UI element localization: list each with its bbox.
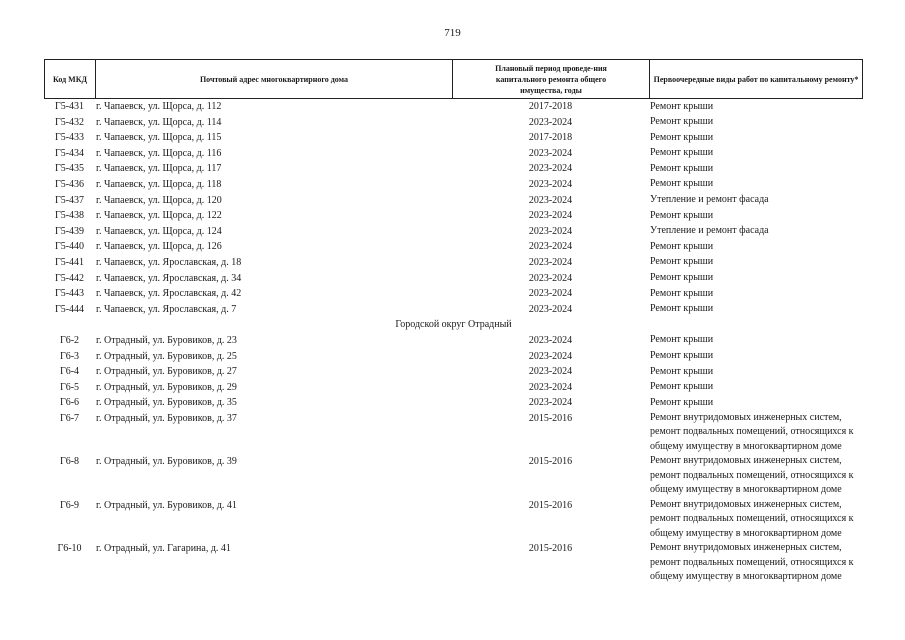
table-row xyxy=(44,224,863,240)
cell-works xyxy=(649,161,863,177)
cell-address: г. Чапаевск, ул. Щорса, д. 117 xyxy=(96,163,222,175)
works-line: Ремонт внутридомовых инженерных систем, xyxy=(650,498,842,510)
cell-address: г. Чапаевск, ул. Щорса, д. 114 xyxy=(96,116,222,128)
cell-period: 2023-2024 xyxy=(528,225,573,237)
works-line: общему имуществу в многоквартирном доме xyxy=(650,440,842,452)
cell-code: Г5-433 xyxy=(54,132,85,144)
works-line: Ремонт крыши xyxy=(650,162,714,174)
cell-code: Г5-440 xyxy=(54,241,85,253)
cell-works xyxy=(649,364,863,380)
works-line: Ремонт крыши xyxy=(650,350,714,361)
works-line: общему имуществу в многоквартирном доме xyxy=(650,527,842,539)
cell-code: Г6-2 xyxy=(59,334,80,346)
table-row xyxy=(44,130,863,146)
cell-code: Г5-436 xyxy=(54,178,85,190)
cell-address: г. Отрадный, ул. Буровиков, д. 41 xyxy=(96,499,237,511)
table-row xyxy=(44,99,863,115)
cell-period: 2023-2024 xyxy=(528,178,573,190)
page-number: 719 xyxy=(444,27,461,39)
cell-code: Г5-434 xyxy=(54,147,85,159)
cell-works xyxy=(649,146,863,162)
header-period-label: Плановый период проведе-ния капитального ремонта общего имущества, годы xyxy=(495,63,607,95)
table-row xyxy=(44,395,863,411)
cell-address: г. Отрадный, ул. Гагарина, д. 41 xyxy=(96,543,231,555)
table-row xyxy=(44,411,863,455)
cell-period: 2017-2018 xyxy=(528,132,573,144)
works-line: Ремонт крыши xyxy=(650,365,714,377)
table-row xyxy=(44,146,863,162)
cell-works xyxy=(649,99,863,115)
cell-period: 2023-2024 xyxy=(528,303,573,315)
cell-period: 2023-2024 xyxy=(528,241,573,253)
cell-works xyxy=(649,454,863,498)
cell-code: Г5-443 xyxy=(54,288,85,300)
works-line: Ремонт крыши xyxy=(650,100,714,112)
cell-code: Г6-5 xyxy=(59,381,80,393)
cell-works xyxy=(649,193,863,209)
works-line: Ремонт крыши xyxy=(650,147,714,159)
cell-address: г. Чапаевск, ул. Ярославская, д. 7 xyxy=(96,303,237,315)
cell-code: Г5-437 xyxy=(54,194,85,206)
works-line: Ремонт крыши xyxy=(650,303,714,315)
cell-address: г. Чапаевск, ул. Ярославская, д. 34 xyxy=(96,272,242,284)
works-line: Утепление и ремонт фасада xyxy=(650,225,769,237)
cell-period: 2023-2024 xyxy=(528,381,573,393)
cell-address: г. Отрадный, ул. Буровиков, д. 37 xyxy=(96,412,237,424)
header-code-label: Код МКД xyxy=(52,74,88,84)
works-line: Ремонт крыши xyxy=(650,396,714,408)
works-line: общему имуществу в многоквартирном доме xyxy=(650,571,842,583)
cell-period: 2023-2024 xyxy=(528,194,573,206)
works-line: общему имуществу в многоквартирном доме xyxy=(650,484,842,496)
cell-code: Г5-438 xyxy=(54,210,85,222)
cell-code: Г6-4 xyxy=(59,366,80,378)
cell-address: г. Чапаевск, ул. Щорса, д. 112 xyxy=(96,101,222,112)
works-line: Ремонт крыши xyxy=(650,256,714,268)
cell-works xyxy=(649,130,863,146)
cell-period: 2023-2024 xyxy=(528,350,573,362)
table-row xyxy=(44,454,863,498)
works-line: ремонт подвальных помещений, относящихся к xyxy=(650,513,854,525)
cell-address: г. Чапаевск, ул. Щорса, д. 116 xyxy=(96,147,222,159)
works-line: ремонт подвальных помещений, относящихся к xyxy=(650,556,854,568)
cell-works xyxy=(649,224,863,240)
works-line: ремонт подвальных помещений, относящихся к xyxy=(650,426,854,438)
table-row xyxy=(44,255,863,271)
cell-address: г. Чапаевск, ул. Щорса, д. 122 xyxy=(96,210,222,222)
table-row xyxy=(44,380,863,396)
works-line: Ремонт крыши xyxy=(650,116,714,128)
cell-works xyxy=(649,498,863,542)
cell-period: 2015-2016 xyxy=(528,543,573,555)
cell-code: Г5-435 xyxy=(54,163,85,175)
table-row xyxy=(44,239,863,255)
cell-code: Г5-442 xyxy=(54,272,85,284)
table-row xyxy=(44,302,863,318)
cell-code: Г6-6 xyxy=(59,397,80,409)
table-row xyxy=(44,193,863,209)
cell-works xyxy=(649,333,863,349)
cell-code: Г6-8 xyxy=(59,456,80,468)
works-line: Ремонт крыши xyxy=(650,178,714,190)
cell-code: Г5-441 xyxy=(54,256,85,268)
cell-works xyxy=(649,395,863,411)
cell-works xyxy=(649,541,863,585)
cell-address: г. Чапаевск, ул. Ярославская, д. 18 xyxy=(96,256,242,268)
cell-address: г. Чапаевск, ул. Щорса, д. 126 xyxy=(96,241,222,253)
cell-period: 2023-2024 xyxy=(528,334,573,346)
cell-period: 2015-2016 xyxy=(528,499,573,511)
cell-address: г. Отрадный, ул. Буровиков, д. 39 xyxy=(96,456,237,468)
table-row xyxy=(44,161,863,177)
works-line: Ремонт крыши xyxy=(650,209,714,221)
cell-code: Г5-432 xyxy=(54,116,85,128)
cell-address: г. Чапаевск, ул. Щорса, д. 118 xyxy=(96,178,222,190)
table-row xyxy=(44,208,863,224)
cell-period: 2017-2018 xyxy=(528,101,573,112)
cell-address: г. Чапаевск, ул. Щорса, д. 124 xyxy=(96,225,222,237)
table-row xyxy=(44,333,863,349)
works-line: Утепление и ремонт фасада xyxy=(650,194,769,206)
header-period xyxy=(453,60,650,98)
cell-works xyxy=(649,349,863,365)
header-address xyxy=(96,60,453,98)
table-row xyxy=(44,271,863,287)
cell-code: Г6-3 xyxy=(59,350,80,362)
cell-period: 2023-2024 xyxy=(528,366,573,378)
cell-address: г. Отрадный, ул. Буровиков, д. 35 xyxy=(96,397,237,409)
cell-address: г. Отрадный, ул. Буровиков, д. 25 xyxy=(96,350,237,362)
table-body xyxy=(44,99,863,585)
works-line: Ремонт внутридомовых инженерных систем, xyxy=(650,411,842,423)
header-code xyxy=(45,60,96,98)
cell-code: Г5-444 xyxy=(54,303,85,315)
cell-address: г. Чапаевск, ул. Щорса, д. 120 xyxy=(96,194,222,206)
works-line: Ремонт внутридомовых инженерных систем, xyxy=(650,455,842,467)
cell-works xyxy=(649,177,863,193)
cell-address: г. Чапаевск, ул. Ярославская, д. 42 xyxy=(96,288,242,300)
cell-address: г. Отрадный, ул. Буровиков, д. 27 xyxy=(96,366,237,378)
cell-period: 2023-2024 xyxy=(528,397,573,409)
cell-code: Г6-10 xyxy=(57,543,82,555)
works-line: ремонт подвальных помещений, относящихся к xyxy=(650,469,854,481)
table-header xyxy=(44,59,863,99)
works-line: Ремонт крыши xyxy=(650,131,714,143)
header-address-label: Почтовый адрес многоквартирного дома xyxy=(199,74,349,84)
works-line: Ремонт крыши xyxy=(650,287,714,299)
cell-works xyxy=(649,115,863,131)
section-title: Городской округ Отрадный xyxy=(395,319,512,331)
cell-works xyxy=(649,208,863,224)
header-works xyxy=(650,60,862,98)
cell-address: г. Отрадный, ул. Буровиков, д. 23 xyxy=(96,334,237,346)
works-line: Ремонт внутридомовых инженерных систем, xyxy=(650,542,842,554)
cell-period: 2015-2016 xyxy=(528,456,573,468)
cell-period: 2023-2024 xyxy=(528,116,573,128)
cell-works xyxy=(649,239,863,255)
cell-code: Г5-431 xyxy=(54,101,85,112)
cell-code: Г5-439 xyxy=(54,225,85,237)
cell-period: 2023-2024 xyxy=(528,272,573,284)
cell-code: Г6-7 xyxy=(59,412,80,424)
table-row xyxy=(44,541,863,585)
cell-works xyxy=(649,271,863,287)
table-row xyxy=(44,498,863,542)
table-row xyxy=(44,115,863,131)
works-line: Ремонт крыши xyxy=(650,272,714,284)
cell-code: Г6-9 xyxy=(59,499,80,511)
table-row xyxy=(44,349,863,365)
cell-period: 2023-2024 xyxy=(528,256,573,268)
cell-works xyxy=(649,380,863,396)
works-line: Ремонт крыши xyxy=(650,240,714,252)
cell-period: 2015-2016 xyxy=(528,412,573,424)
cell-works xyxy=(649,302,863,318)
cell-works xyxy=(649,255,863,271)
cell-period: 2023-2024 xyxy=(528,210,573,222)
cell-period: 2023-2024 xyxy=(528,163,573,175)
cell-address: г. Отрадный, ул. Буровиков, д. 29 xyxy=(96,381,237,393)
cell-period: 2023-2024 xyxy=(528,288,573,300)
works-line: Ремонт крыши xyxy=(650,381,714,393)
cell-period: 2023-2024 xyxy=(528,147,573,159)
table-row xyxy=(44,286,863,302)
cell-address: г. Чапаевск, ул. Щорса, д. 115 xyxy=(96,132,222,144)
cell-works xyxy=(649,286,863,302)
table-row xyxy=(44,364,863,380)
works-line: Ремонт крыши xyxy=(650,334,714,346)
cell-works xyxy=(649,411,863,455)
header-works-label: Первоочередные виды работ по капитальному ремонту* xyxy=(653,74,859,84)
table-row xyxy=(44,177,863,193)
